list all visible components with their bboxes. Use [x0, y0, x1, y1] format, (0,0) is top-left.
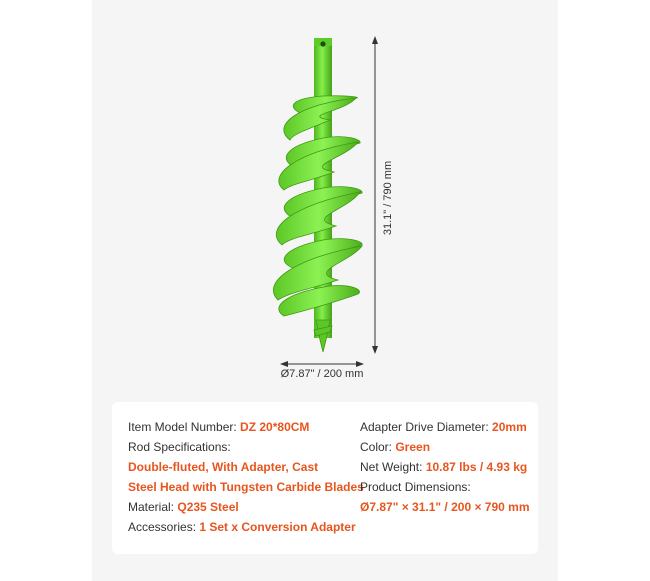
spec-color: Color: Green — [360, 440, 431, 454]
width-dimension-line — [280, 361, 364, 367]
spec-item-model: Item Model Number: DZ 20*80CM — [128, 420, 310, 434]
spec-material: Material: Q235 Steel — [128, 500, 239, 514]
spec-adapter-diameter: Adapter Drive Diameter: 20mm — [360, 420, 527, 434]
spec-dimensions-value: Ø7.87" × 31.1" / 200 × 790 mm — [360, 500, 530, 514]
height-dimension-label: 31.1" / 790 mm — [382, 160, 394, 236]
height-dimension-line — [372, 36, 378, 354]
spec-net-weight: Net Weight: 10.87 lbs / 4.93 kg — [360, 460, 528, 474]
spec-rod-value-line2: Steel Head with Tungsten Carbide Blades — [128, 480, 364, 494]
spec-rod-value-line1: Double-fluted, With Adapter, Cast — [128, 460, 319, 474]
spec-rod-label: Rod Specifications: — [128, 440, 231, 454]
width-dimension-label: Ø7.87" / 200 mm — [280, 368, 364, 380]
specs-card — [112, 402, 538, 554]
spec-dimensions-label: Product Dimensions: — [360, 480, 471, 494]
spec-accessories: Accessories: 1 Set x Conversion Adapter — [128, 520, 356, 534]
shaft-pin-hole — [320, 41, 325, 46]
